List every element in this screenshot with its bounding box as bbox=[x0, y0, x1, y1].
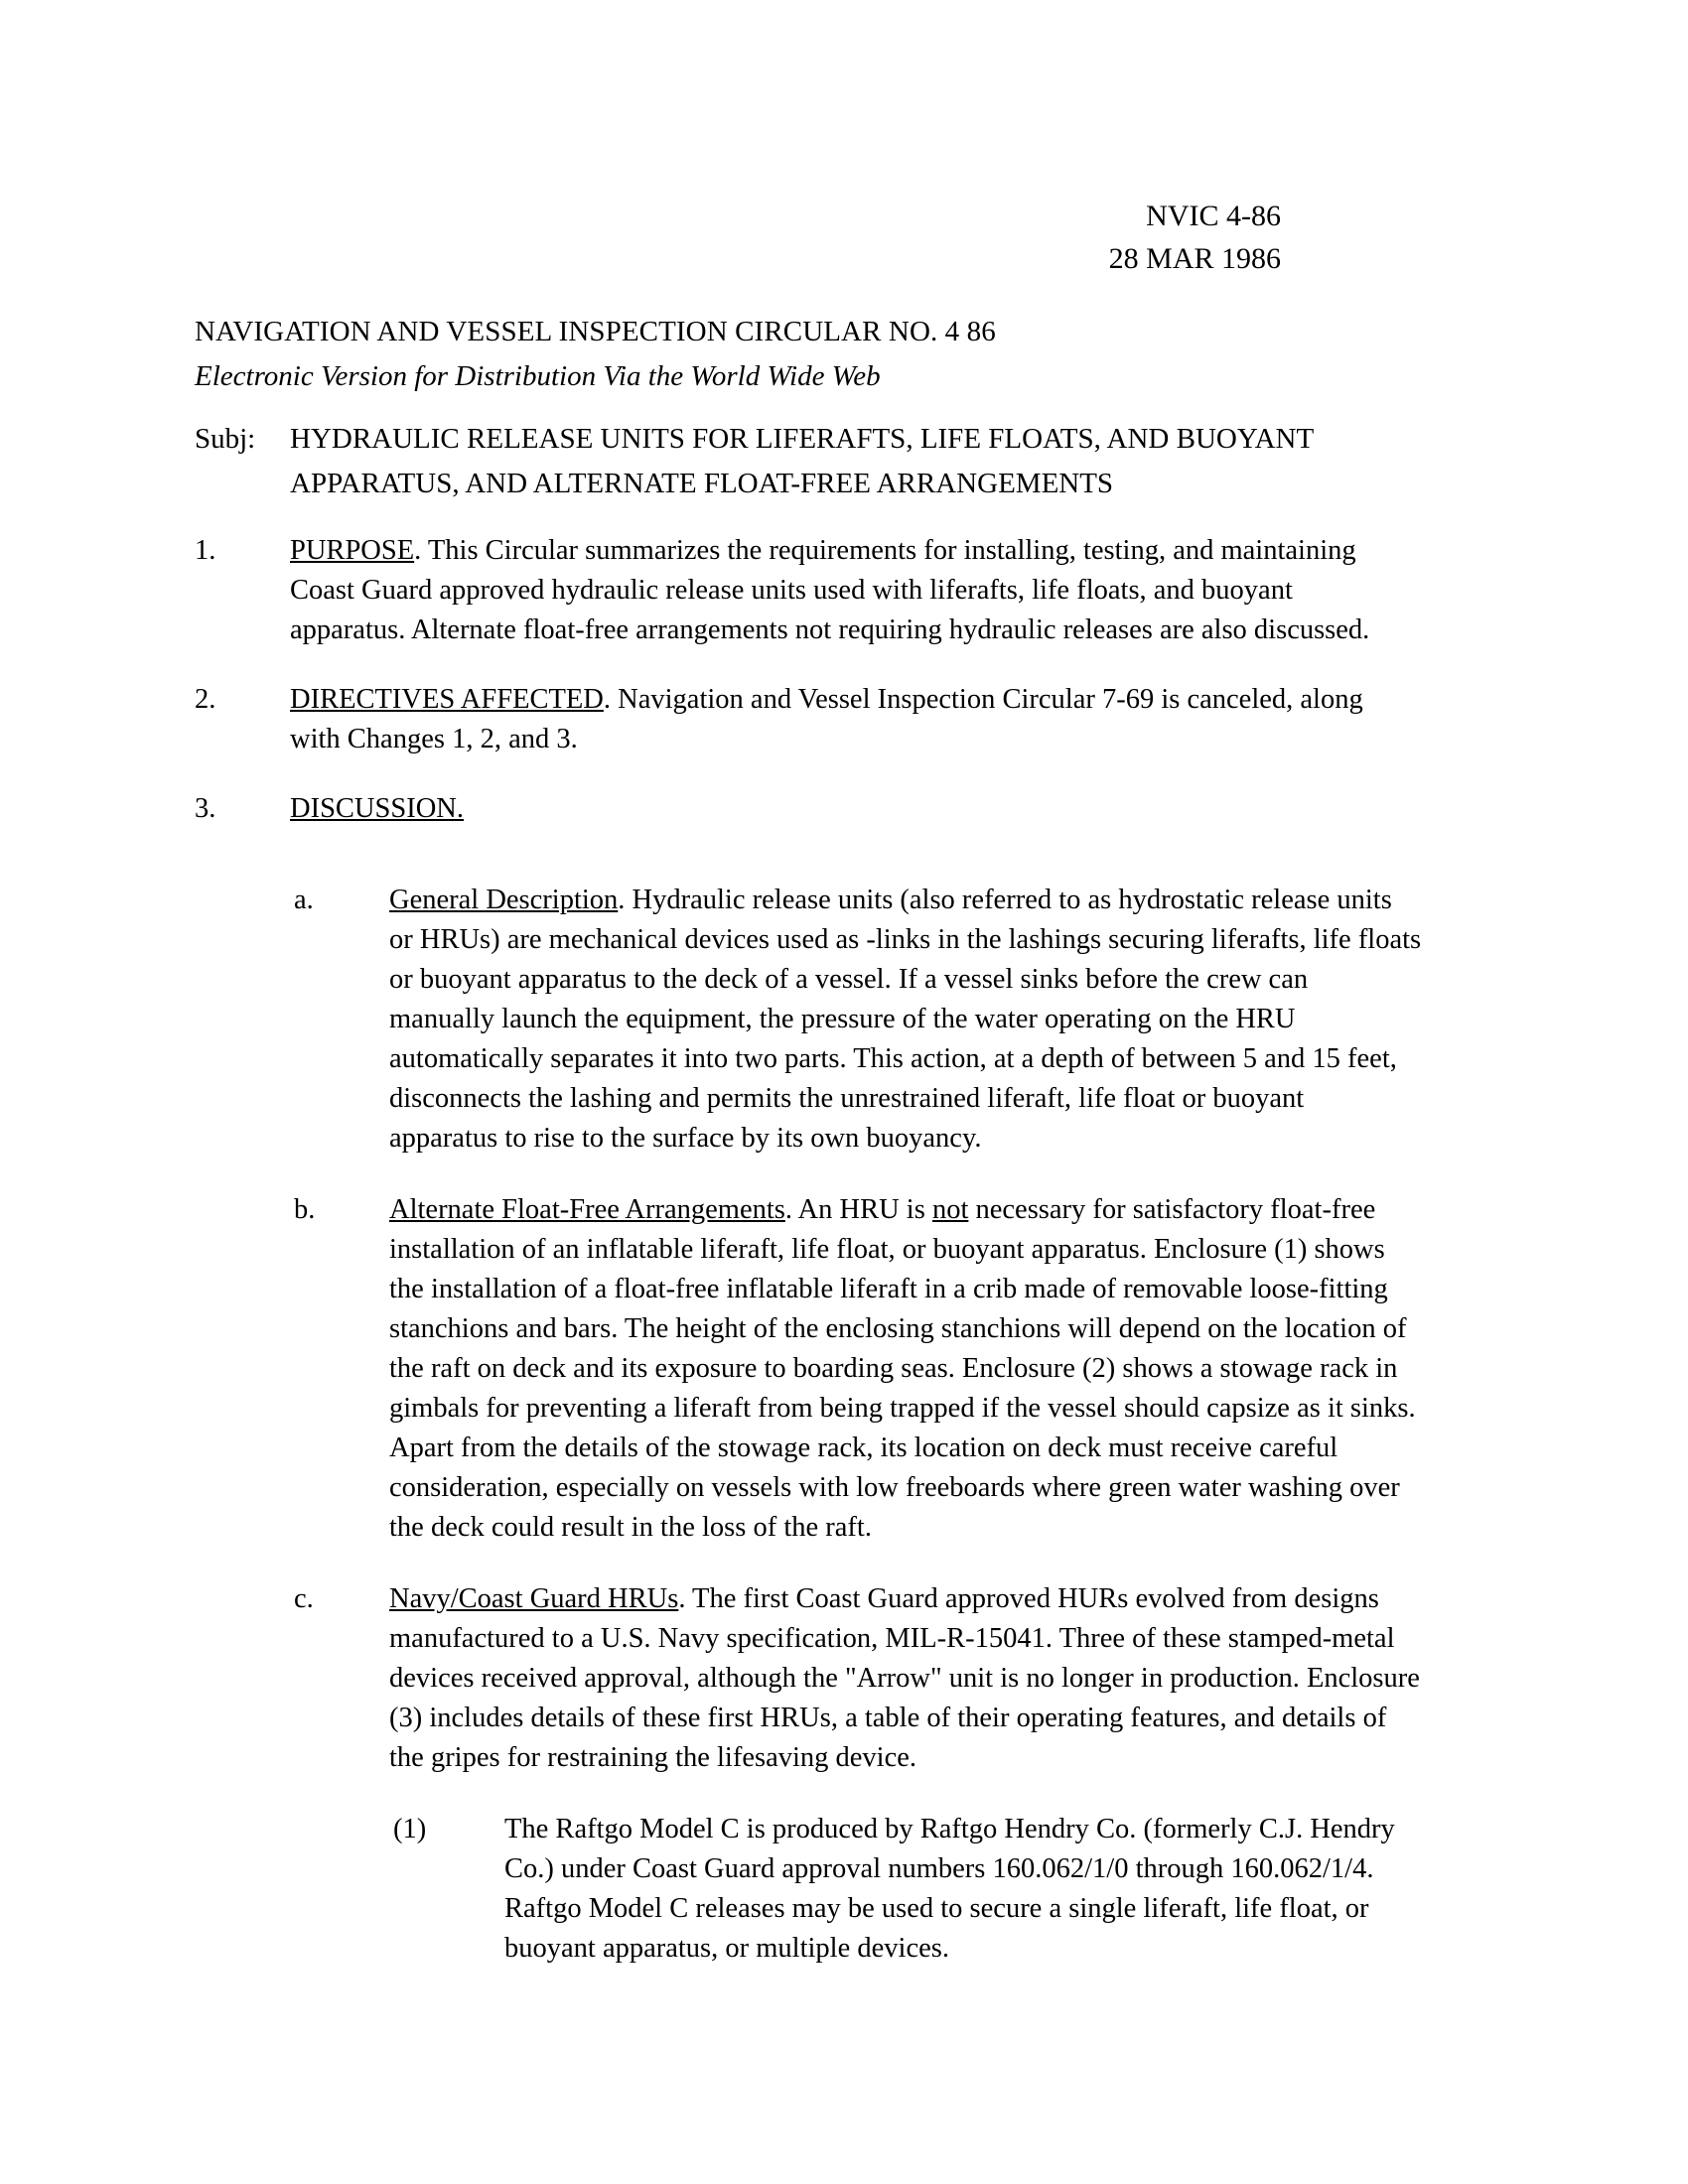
paragraph-1 bbox=[195, 531, 1515, 650]
paragraph-3c-line-3: devices received approval, although the "Arrow" unit is no longer in production. Enclosure bbox=[389, 1663, 1420, 1694]
document-body bbox=[195, 531, 1515, 1998]
paragraph-3b-emphasis-not: not bbox=[931, 1194, 969, 1225]
paragraph-3c1-line-1: The Raftgo Model C is produced by Raftgo Hendry Co. (formerly C.J. Hendry bbox=[504, 1814, 1395, 1844]
paragraph-3-marker: 3. bbox=[195, 793, 216, 824]
circular-number: NVIC 4-86 bbox=[1146, 200, 1281, 232]
paragraph-3b-line-1-mid: . An HRU is bbox=[784, 1194, 932, 1225]
paragraph-3b-line-7: Apart from the details of the stowage rack, its location on deck must receive careful bbox=[389, 1433, 1338, 1463]
paragraph-3b-line-9: the deck could result in the loss of the raft. bbox=[389, 1512, 872, 1543]
paragraph-2-line-1 bbox=[290, 680, 1515, 720]
paragraph-3 bbox=[195, 789, 1515, 829]
paragraph-3b bbox=[294, 1190, 1515, 1548]
paragraph-3-heading: DISCUSSION. bbox=[290, 793, 464, 824]
paragraph-3c-heading: Navy/Coast Guard HRUs bbox=[389, 1583, 679, 1614]
paragraph-3a-line-3: or buoyant apparatus to the deck of a vessel. If a vessel sinks before the crew can bbox=[389, 964, 1309, 995]
paragraph-3a-line-4: manually launch the equipment, the pressure of the water operating on the HRU bbox=[389, 1004, 1296, 1034]
paragraph-2-heading: DIRECTIVES AFFECTED bbox=[290, 684, 604, 715]
paragraph-1-line-3: apparatus. Alternate float-free arrangements not requiring hydraulic releases are also discussed. bbox=[290, 614, 1370, 645]
paragraph-3a-line-1-rest: . Hydraulic release units (also referred to as hydrostatic release units bbox=[618, 885, 1392, 915]
paragraph-3a-content bbox=[389, 881, 1515, 1159]
paragraph-2-marker: 2. bbox=[195, 684, 216, 715]
subject-label: Subj: bbox=[195, 423, 256, 455]
paragraph-3a-line-5: automatically separates it into two parts. This action, at a depth of between 5 and 15 feet, bbox=[389, 1043, 1397, 1074]
body-spacer bbox=[195, 859, 1515, 881]
paragraph-3b-line-6: gimbals for preventing a liferaft from being trapped if the vessel should capsize as it sinks. bbox=[389, 1393, 1416, 1424]
paragraph-3c-line-1-rest: . The first Coast Guard approved HURs evolved from designs bbox=[678, 1583, 1379, 1614]
paragraph-3c1-line-4: buoyant apparatus, or multiple devices. bbox=[504, 1933, 949, 1964]
paragraph-3c1-content bbox=[504, 1810, 1515, 1969]
paragraph-3b-marker: b. bbox=[294, 1194, 316, 1225]
paragraph-3b-line-3: the installation of a float-free inflatable liferaft in a crib made of removable loose-fitting bbox=[389, 1274, 1388, 1304]
subject-row bbox=[195, 417, 1515, 506]
paragraph-2 bbox=[195, 680, 1515, 759]
paragraph-3c bbox=[294, 1579, 1515, 1778]
paragraph-3-line-1 bbox=[290, 789, 1515, 829]
paragraph-3c-marker: c. bbox=[294, 1583, 314, 1614]
subject-line-1: HYDRAULIC RELEASE UNITS FOR LIFERAFTS, LIFE FLOATS, AND BUOYANT bbox=[290, 423, 1315, 455]
paragraph-3c-content bbox=[389, 1579, 1515, 1778]
document-date: 28 MAR 1986 bbox=[1108, 242, 1281, 275]
paragraph-3a-marker: a. bbox=[294, 885, 314, 915]
paragraph-3a bbox=[294, 881, 1515, 1159]
subject-line-2: APPARATUS, AND ALTERNATE FLOAT-FREE ARRANGEMENTS bbox=[290, 468, 1114, 499]
document-header bbox=[0, 195, 1281, 280]
paragraph-3b-line-8: consideration, especially on vessels with low freeboards where green water washing over bbox=[389, 1472, 1400, 1503]
title-block bbox=[195, 310, 1505, 399]
paragraph-3c-line-4: (3) includes details of these first HRUs, a table of their operating features, and details of bbox=[389, 1703, 1387, 1733]
paragraph-3a-line-1 bbox=[389, 881, 1515, 920]
paragraph-3b-line-1-end: necessary for satisfactory float-free bbox=[968, 1194, 1376, 1225]
paragraph-1-line-1-rest: . This Circular summarizes the requirements for installing, testing, and maintaining bbox=[414, 535, 1356, 566]
paragraph-3c1-line-2: Co.) under Coast Guard approval numbers 160.062/1/0 through 160.062/1/4. bbox=[504, 1853, 1374, 1884]
paragraph-3b-heading: Alternate Float-Free Arrangements bbox=[389, 1194, 785, 1225]
paragraph-3c1-line-3: Raftgo Model C releases may be used to secure a single liferaft, life float, or bbox=[504, 1893, 1369, 1924]
paragraph-3c-line-2: manufactured to a U.S. Navy specification, MIL-R-15041. Three of these stamped-metal bbox=[389, 1623, 1395, 1654]
subject-block bbox=[195, 417, 1515, 506]
paragraph-3a-line-6: disconnects the lashing and permits the unrestrained liferaft, life float or buoyant bbox=[389, 1083, 1305, 1114]
paragraph-1-heading: PURPOSE bbox=[290, 535, 415, 566]
paragraph-3c1 bbox=[393, 1810, 1515, 1969]
paragraph-3b-line-4: stanchions and bars. The height of the enclosing stanchions will depend on the location of bbox=[389, 1313, 1407, 1344]
paragraph-3a-line-7: apparatus to rise to the surface by its own buoyancy. bbox=[389, 1123, 982, 1154]
paragraph-1-content bbox=[290, 531, 1515, 650]
paragraph-3a-line-2: or HRUs) are mechanical devices used as -links in the lashings securing liferafts, life floats bbox=[389, 924, 1422, 955]
paragraph-3b-line-1 bbox=[389, 1190, 1515, 1230]
paragraph-3c1-marker: (1) bbox=[393, 1814, 427, 1844]
paragraph-2-content bbox=[290, 680, 1515, 759]
paragraph-3b-line-5: the raft on deck and its exposure to boarding seas. Enclosure (2) shows a stowage rack in bbox=[389, 1353, 1398, 1384]
paragraph-2-line-1-rest: . Navigation and Vessel Inspection Circular 7-69 is canceled, along bbox=[603, 684, 1363, 715]
paragraph-1-line-2: Coast Guard approved hydraulic release units used with liferafts, life floats, and buoyant bbox=[290, 575, 1293, 606]
paragraph-1-line-1 bbox=[290, 531, 1515, 571]
electronic-version-note: Electronic Version for Distribution Via the World Wide Web bbox=[195, 360, 881, 392]
paragraph-1-marker: 1. bbox=[195, 535, 216, 566]
paragraph-3c-line-1 bbox=[389, 1579, 1515, 1619]
paragraph-3a-heading: General Description bbox=[389, 885, 619, 915]
paragraph-3b-content bbox=[389, 1190, 1515, 1548]
paragraph-2-line-2: with Changes 1, 2, and 3. bbox=[290, 724, 578, 754]
paragraph-3c-line-5: the gripes for restraining the lifesaving device. bbox=[389, 1742, 917, 1773]
subject-text bbox=[290, 417, 1515, 506]
page-title: NAVIGATION AND VESSEL INSPECTION CIRCULAR NO. 4 86 bbox=[195, 316, 996, 347]
paragraph-3-content bbox=[290, 789, 1515, 829]
paragraph-3b-line-2: installation of an inflatable liferaft, life float, or buoyant apparatus. Enclosure (1) shows bbox=[389, 1234, 1385, 1265]
